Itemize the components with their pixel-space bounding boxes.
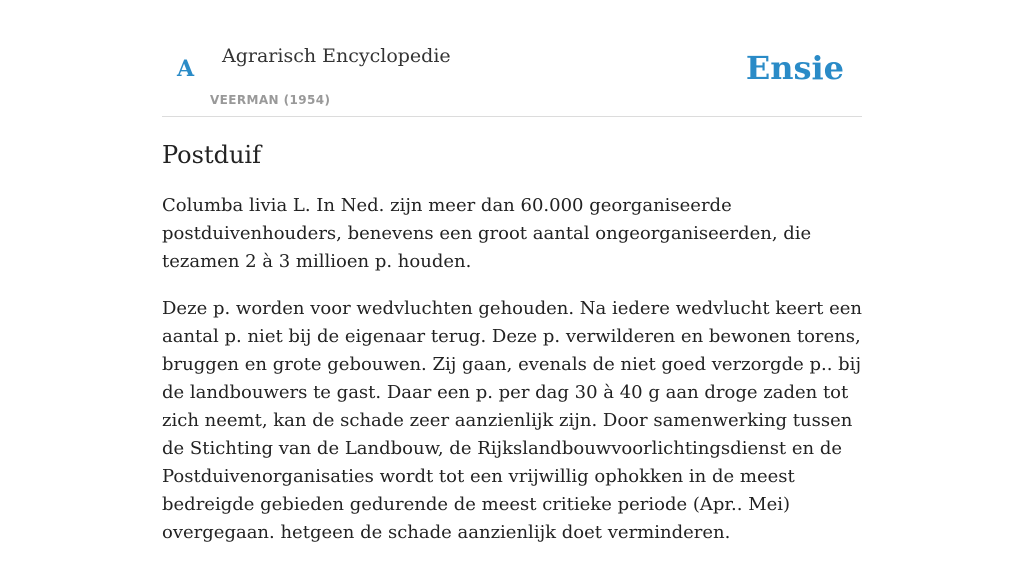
brand-logo[interactable]: Ensie (745, 49, 844, 87)
article (162, 140, 862, 566)
article-paragraph: Columba livia L. In Ned. zijn meer dan 60.000 georganiseerde postduivenhouders, benevens een groot aantal ongeorganiseerden, die tezamen 2 à 3 millioen p. houden. (162, 195, 812, 272)
article-title: Postduif (162, 141, 261, 169)
page-header (162, 0, 862, 117)
source-title[interactable]: Agrarisch Encyclopedie (222, 45, 451, 67)
article-paragraph: Deze p. worden voor wedvluchten gehouden. Na iedere wedvlucht keert een aantal p. niet bij de eigenaar terug. Deze p. verwilderen en bewonen torens, bruggen en grote gebouwen. Zij gaan, evenals de niet goed verzorgde p.. bij de landbouwers te gast. Daar een p. per dag 30 à 40 g aan droge zaden tot zich neemt, kan de schade zeer aanzienlijk zijn. Door samenwerking tussen de Stichting van de Landbouw, de Rijkslandbouwvoorlichtingsdienst en de Postduivenorganisaties wordt tot een vrijwillig ophokken in de meest bedreigde gebieden gedurende de meest critieke periode (Apr.. Mei) overgegaan. hetgeen de schade aanzienlijk doet verminderen. (162, 298, 862, 543)
source-meta: VEERMAN (1954) (210, 93, 331, 107)
letter-a-icon[interactable]: A (177, 56, 195, 82)
